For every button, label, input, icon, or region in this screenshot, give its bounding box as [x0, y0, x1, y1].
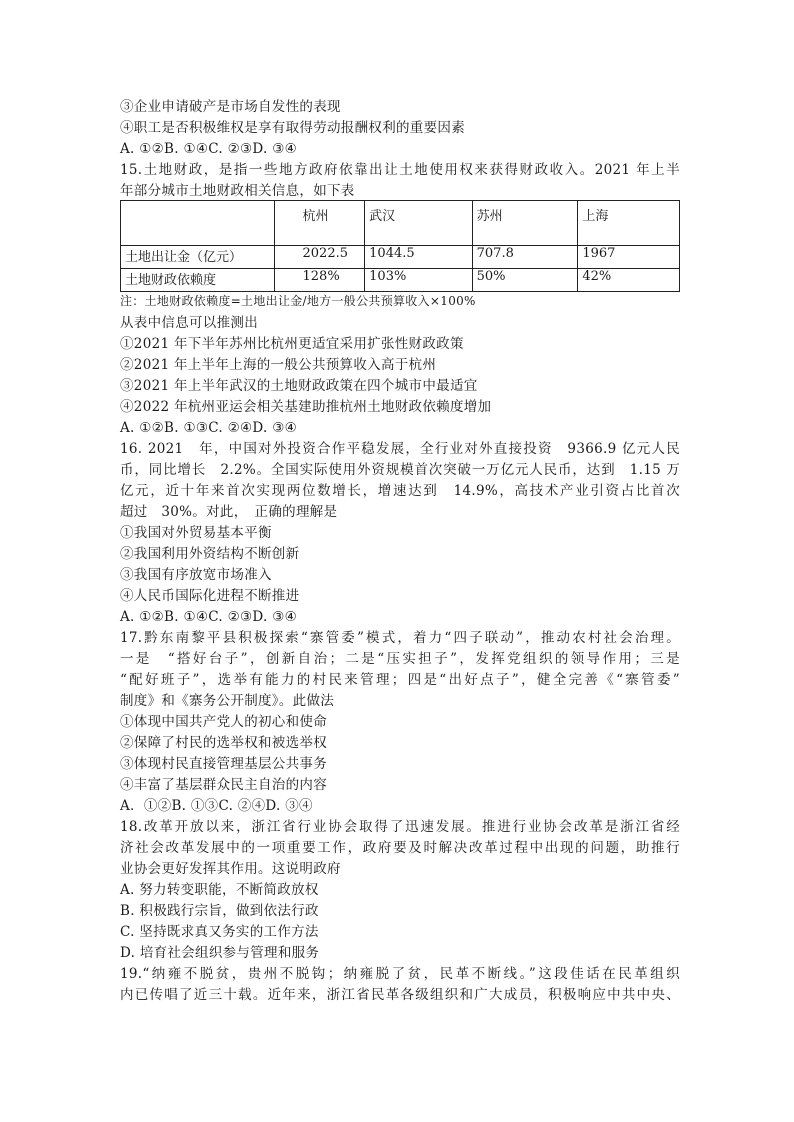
table-cell: 50% — [472, 269, 578, 292]
question-15-stem-cont: 年部分城市土地财政相关信息，如下表 — [120, 183, 355, 199]
table-cell: 土地出让金（亿元） — [121, 246, 275, 269]
table-header-cell: 上海 — [578, 201, 680, 246]
question-17-stem-cont: 一是 “搭好台子”，创新自治；二是“压实担子”，发挥党组织的领导作用；三是 — [120, 651, 680, 667]
table-note: 注：土地财政依赖度=土地出让金/地方一般公共预算收入×100% — [120, 294, 476, 308]
question-16-stem-cont: 亿元，近十年来首次实现两位数增长，增速达到 14.9%，高技术产业引资占比首次 — [120, 483, 680, 499]
option-3: ③我国有序放宽市场准入 — [120, 567, 272, 583]
option-2: ②2021 年上半年上海的一般公共预算收入高于杭州 — [120, 357, 437, 373]
option-2: ②保障了村民的选举权和被选举权 — [120, 735, 327, 751]
question-16-stem-cont: 超过 30%。对此， 正确的理解是 — [120, 504, 338, 520]
option-3: ③2021 年上半年武汉的土地财政政策在四个城市中最适宜 — [120, 378, 478, 394]
question-17-stem: 17.黔东南黎平县积极探索“寨管委”模式，着力“四子联动”，推动农村社会治理。 — [120, 630, 680, 646]
table-header-cell: 武汉 — [365, 201, 472, 246]
question-17-stem-cont: 制度》和《寨务公开制度》。此做法 — [120, 693, 335, 709]
answer-choices: A. ①②B. ①③C. ②④D. ③④ — [120, 420, 298, 436]
option-4: ④职工是否积极维权是享有取得劳动报酬权利的重要因素 — [120, 120, 465, 136]
option-4: ④丰富了基层群众民主自治的内容 — [120, 777, 327, 793]
question-18-stem-cont: 济社会改革发展中的一项重要工作，政府要及时解决改革过程中出现的问题，助推行 — [120, 840, 680, 856]
option-b: B. 积极践行宗旨，做到依法行政 — [120, 903, 319, 919]
answer-choices: A. ①②B. ①④C. ②③D. ③④ — [120, 609, 298, 625]
question-15-stem: 15.土地财政，是指一些地方政府依靠出让土地使用权来获得财政收入。2021 年上半 — [120, 162, 680, 178]
option-4: ④人民币国际化进程不断推进 — [120, 588, 300, 604]
table-cell: 103% — [365, 269, 472, 292]
table-cell: 1044.5 — [365, 246, 472, 269]
table-row — [121, 269, 680, 292]
question-16-stem: 16. 2021 年，中国对外投资合作平稳发展，全行业对外直接投资 9366.9 亿元人民 — [120, 441, 680, 457]
question-19-stem-cont: 内已传唱了近三十载。近年来，浙江省民革各级组织和广大成员，积极响应中共中央、 — [120, 987, 680, 1003]
option-2: ②我国利用外资结构不断创新 — [120, 546, 300, 562]
table-header-cell: 苏州 — [472, 201, 578, 246]
table-row — [121, 246, 680, 269]
question-15-prompt: 从表中信息可以推测出 — [120, 315, 258, 331]
option-3: ③企业申请破产是市场自发性的表现 — [120, 99, 341, 115]
option-1: ①体现中国共产党人的初心和使命 — [120, 714, 327, 730]
table-cell: 土地财政依赖度 — [121, 269, 275, 292]
table-header-cell: 杭州 — [274, 201, 365, 246]
table-cell: 707.8 — [472, 246, 578, 269]
option-3: ③体现村民直接管理基层公共事务 — [120, 756, 327, 772]
table-header-cell — [121, 201, 275, 246]
option-1: ①2021 年下半年苏州比杭州更适宜采用扩张性财政政策 — [120, 336, 464, 352]
option-1: ①我国对外贸易基本平衡 — [120, 525, 272, 541]
question-16-stem-cont: 币，同比增长 2.2%。全国实际使用外资规模首次突破一万亿元人民币，达到 1.15 万 — [120, 462, 680, 478]
option-d: D. 培育社会组织参与管理和服务 — [120, 945, 320, 961]
table-cell: 1967 — [578, 246, 680, 269]
answer-choices: A．①②B. ①③C. ②④D. ③④ — [120, 798, 313, 814]
question-18-stem-cont: 业协会更好发挥其作用。这说明政府 — [120, 861, 341, 877]
table-cell: 2022.5 — [274, 246, 365, 269]
option-a: A. 努力转变职能，不断简政放权 — [120, 882, 319, 898]
option-c: C. 坚持既求真又务实的工作方法 — [120, 924, 319, 940]
question-18-stem: 18.改革开放以来，浙江省行业协会取得了迅速发展。推进行业协会改革是浙江省经 — [120, 819, 680, 835]
table-header-row — [121, 201, 680, 246]
table-cell: 42% — [578, 269, 680, 292]
answer-choices: A. ①②B. ①④C. ②③D. ③④ — [120, 141, 298, 157]
option-4: ④2022 年杭州亚运会相关基建助推杭州土地财政依赖度增加 — [120, 399, 492, 415]
question-19-stem: 19.“纳雍不脱贫，贵州不脱钩；纳雍脱了贫，民革不断线。”这段佳话在民革组织 — [120, 966, 680, 982]
table-cell: 128% — [274, 269, 365, 292]
land-finance-table — [120, 200, 680, 292]
question-17-stem-cont: “配好班子”，选举有能力的村民来管理；四是“出好点子”，健全完善《“寨管委” — [120, 672, 680, 688]
